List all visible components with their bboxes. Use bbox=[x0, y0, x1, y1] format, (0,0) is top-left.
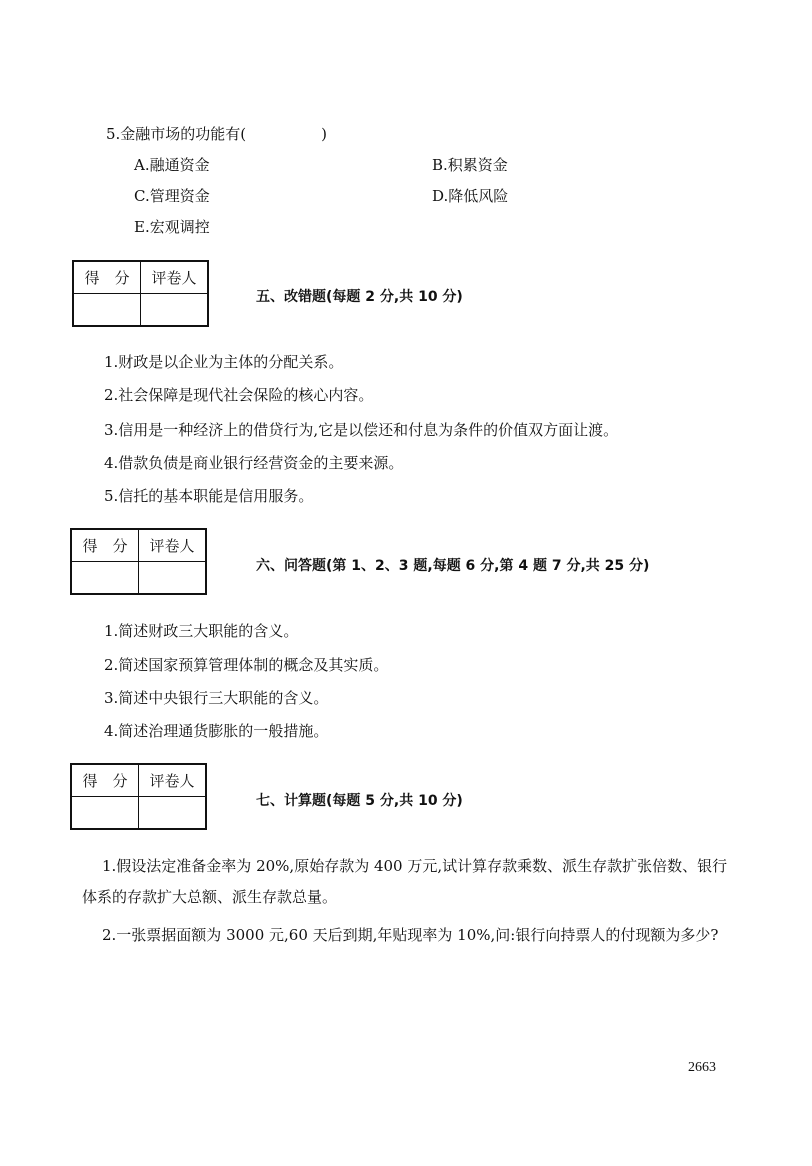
section7-item-1 bbox=[82, 851, 742, 913]
question-5-stem: 5.金融市场的功能有( ) bbox=[106, 125, 328, 143]
option-e: E.宏观调控 bbox=[134, 218, 210, 236]
score-cell[interactable] bbox=[73, 294, 141, 327]
option-c: C.管理资金 bbox=[134, 187, 210, 205]
section6-title: 六、问答题(第 1、2、3 题,每题 6 分,第 4 题 7 分,共 25 分) bbox=[256, 558, 650, 574]
grader-cell[interactable] bbox=[141, 294, 209, 327]
grader-label: 评卷人 bbox=[141, 261, 209, 294]
section7-item-1-text: 1.假设法定准备金率为 20%,原始存款为 400 万元,试计算存款乘数、派生存款扩张倍数、银行体系的存款扩大总额、派生存款总量。 bbox=[82, 857, 728, 906]
section5-item-3: 3.信用是一种经济上的借贷行为,它是以偿还和付息为条件的价值双方面让渡。 bbox=[104, 421, 619, 439]
option-a: A.融通资金 bbox=[134, 156, 210, 174]
section7-item-2-text: 2.一张票据面额为 3000 元,60 天后到期,年贴现率为 10%,问:银行向持票人的付现额为多少? bbox=[102, 926, 719, 944]
option-d: D.降低风险 bbox=[432, 187, 509, 205]
score-label: 得 分 bbox=[71, 529, 139, 562]
score-label: 得 分 bbox=[73, 261, 141, 294]
option-b: B.积累资金 bbox=[432, 156, 508, 174]
section6-item-1: 1.简述财政三大职能的含义。 bbox=[104, 622, 299, 640]
section5-item-2: 2.社会保障是现代社会保险的核心内容。 bbox=[104, 386, 374, 404]
score-cell[interactable] bbox=[71, 797, 139, 830]
score-cell[interactable] bbox=[71, 562, 139, 595]
score-box-section6 bbox=[70, 528, 207, 595]
score-box-section7 bbox=[70, 763, 207, 830]
section6-item-2: 2.简述国家预算管理体制的概念及其实质。 bbox=[104, 656, 389, 674]
grader-cell[interactable] bbox=[139, 797, 207, 830]
grader-cell[interactable] bbox=[139, 562, 207, 595]
grader-label: 评卷人 bbox=[139, 529, 207, 562]
section5-item-5: 5.信托的基本职能是信用服务。 bbox=[104, 487, 314, 505]
section7-title: 七、计算题(每题 5 分,共 10 分) bbox=[256, 793, 463, 809]
grader-label: 评卷人 bbox=[139, 764, 207, 797]
section6-item-3: 3.简述中央银行三大职能的含义。 bbox=[104, 689, 329, 707]
score-box-section5 bbox=[72, 260, 209, 327]
section5-title: 五、改错题(每题 2 分,共 10 分) bbox=[256, 289, 463, 305]
section7-item-2 bbox=[82, 920, 742, 951]
page-number: 2663 bbox=[688, 1060, 716, 1075]
section5-item-4: 4.借款负债是商业银行经营资金的主要来源。 bbox=[104, 454, 404, 472]
score-label: 得 分 bbox=[71, 764, 139, 797]
section5-item-1: 1.财政是以企业为主体的分配关系。 bbox=[104, 353, 344, 371]
section6-item-4: 4.简述治理通货膨胀的一般措施。 bbox=[104, 722, 329, 740]
